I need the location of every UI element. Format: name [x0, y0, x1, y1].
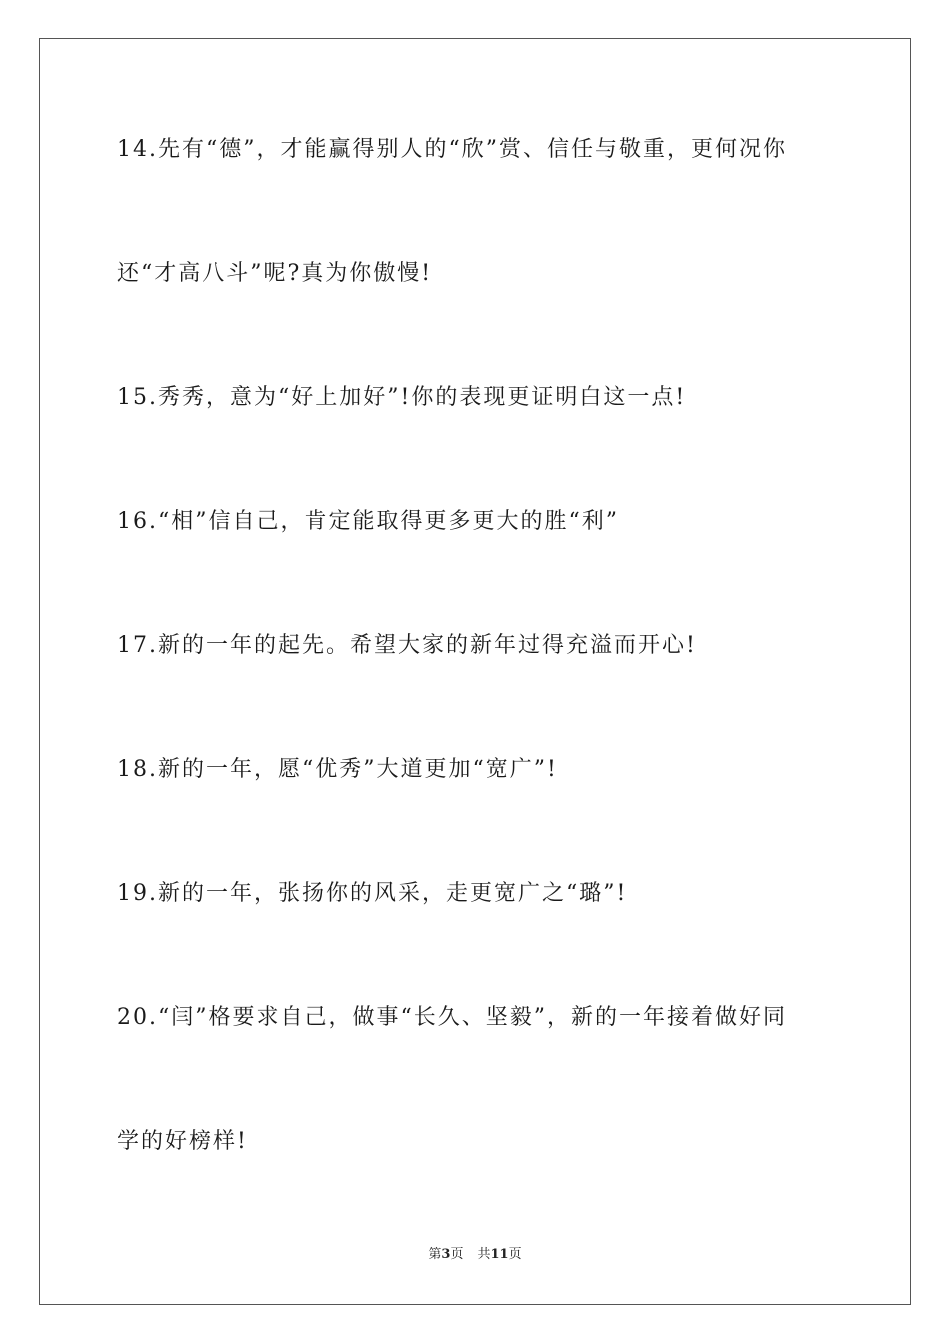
text-line-19: 19.新的一年，张扬你的风采，走更宽广之“璐”!	[117, 881, 628, 906]
text-line-15: 15.秀秀，意为“好上加好”!你的表现更证明白这一点!	[117, 385, 687, 410]
footer-page-suffix: 页	[450, 1247, 464, 1262]
footer-page-prefix: 第	[428, 1247, 442, 1262]
footer-total-suffix: 页	[508, 1247, 522, 1262]
text-line-16: 16.“相”信自己，肯定能取得更多更大的胜“利”	[117, 509, 619, 534]
footer-total-pages: 11	[490, 1247, 509, 1262]
text-line-20b: 学的好榜样!	[117, 1129, 248, 1154]
page-footer	[0, 1246, 950, 1264]
text-line-14a: 14.先有“德”，才能赢得别人的“欣”赏、信任与敬重，更何况你	[117, 137, 787, 162]
text-line-20a: 20.“闫”格要求自己，做事“长久、坚毅”，新的一年接着做好同	[117, 1005, 787, 1030]
text-line-14b: 还“才高八斗”呢?真为你傲慢!	[117, 261, 433, 286]
footer-page-number: 3	[441, 1247, 451, 1262]
footer-total-prefix: 共	[477, 1247, 491, 1262]
text-line-17: 17.新的一年的起先。希望大家的新年过得充溢而开心!	[117, 633, 697, 658]
page-border	[39, 38, 911, 1305]
text-line-18: 18.新的一年，愿“优秀”大道更加“宽广”!	[117, 757, 558, 782]
